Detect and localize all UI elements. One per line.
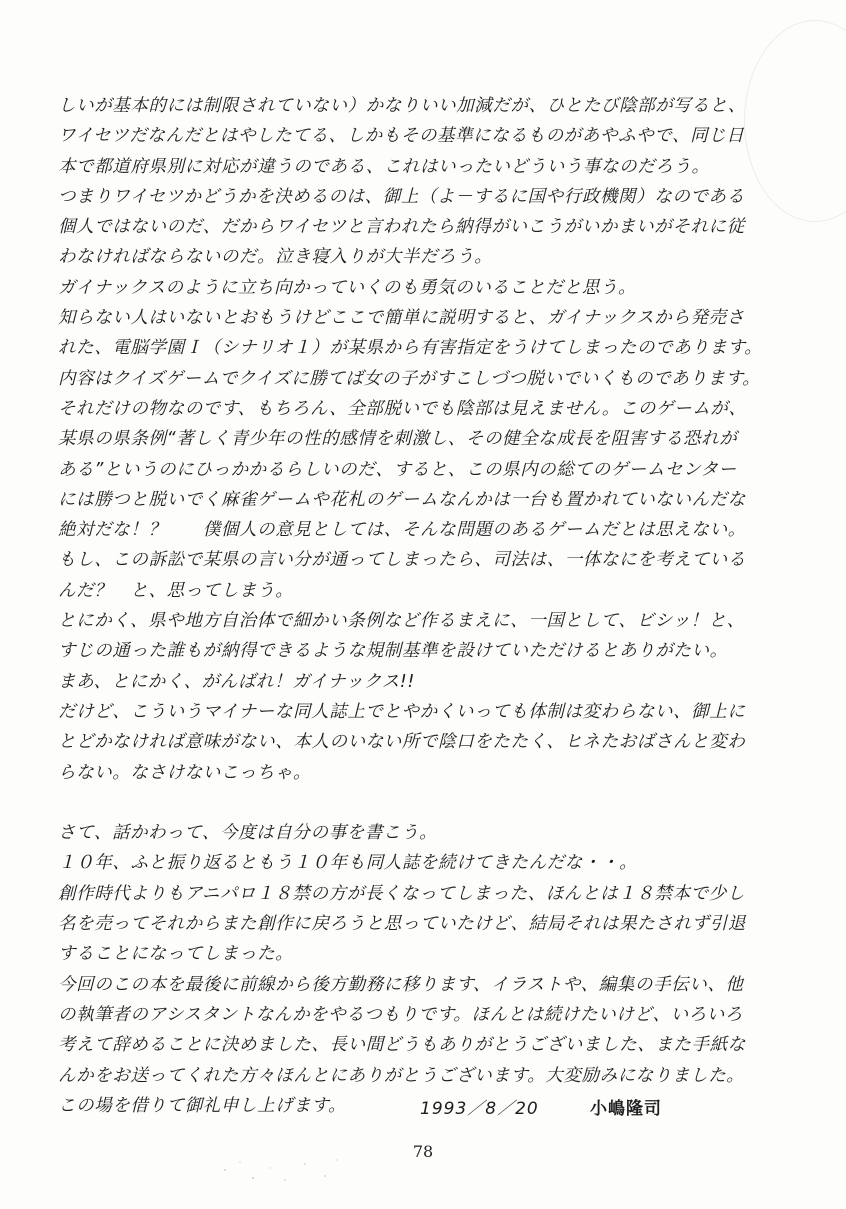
text-line: 知らない人はいないとおもうけどここで簡単に説明すると、ガイナックスから発売さ xyxy=(58,308,745,329)
text-line: つまりワイセツかどうかを決めるのは、御上（よ－するに国や行政機関）なのである xyxy=(58,186,745,207)
text-line: れた、電脳学園Ｉ（シナリオ１）が某県から有害指定をうけてしまったのであります。 xyxy=(58,338,763,359)
text-line: もし、この訴訟で某県の言い分が通ってしまったら、司法は、一体なにを考えている xyxy=(58,550,746,571)
page-number: 78 xyxy=(412,1142,434,1161)
paragraph-gap xyxy=(58,788,798,818)
text-line: 名を売ってそれからまた創作に戻ろうと思っていたけど、結局それは果たされず引退 xyxy=(58,914,746,935)
text-line: ある”というのにひっかかるらしいのだ、すると、この県内の総てのゲームセンター xyxy=(58,459,737,480)
text-line: 某県の県条例“著しく青少年の性的感情を刺激し、その健全な成長を阻害する恐れが xyxy=(58,429,738,450)
text-line: わなければならないのだ。泣き寝入りが大半だろう。 xyxy=(58,247,493,268)
body-text xyxy=(58,91,798,1121)
text-line: だけど、こういうマイナーな同人誌上でとやかくいっても体制は変わらない、御上に xyxy=(58,701,746,722)
text-line: 創作時代よりもアニパロ１８禁の方が長くなってしまった、ほんとは１８禁本で少し xyxy=(58,883,745,904)
text-line: 本で都道府県別に対応が違うのである、これはいったいどういう事なのだろう。 xyxy=(58,156,710,177)
text-line: らない。なさけないこっちゃ。 xyxy=(58,762,312,783)
signature-block xyxy=(420,1094,720,1124)
signature-date: 1993／8／20 xyxy=(420,1099,539,1119)
text-line: んだ？ と、思ってしまう。 xyxy=(58,580,294,601)
text-line: それだけの物なのです、もちろん、全部脱いでも陰部は見えません。このゲームが、 xyxy=(58,398,747,419)
text-line: １０年、ふと振り返るともう１０年も同人誌を続けてきたんだな・・。 xyxy=(58,853,638,874)
text-line: この場を借りて御礼申し上げます。 xyxy=(58,1095,347,1116)
paper-speckle-decoration xyxy=(215,1150,345,1190)
text-line: 考えて辞めることに決めました、長い間どうもありがとうございました、また手紙な xyxy=(58,1035,746,1056)
text-line: 今回のこの本を最後に前線から後方勤務に移ります、イラストや、編集の手伝い、他 xyxy=(58,974,744,995)
text-line: ワイセツだなんだとはやしたてる、しかもその基準になるものがあやふやで、同じ日 xyxy=(58,126,745,147)
text-line: 内容はクイズゲームでクイズに勝てば女の子がすこしづつ脱いでいくものであります。 xyxy=(58,368,761,389)
signature-author: 小嶋隆司 xyxy=(590,1099,662,1119)
text-line: さて、話かわって、今度は自分の事を書こう。 xyxy=(58,823,438,844)
text-line: 個人ではないのだ、だからワイセツと言われたら納得がいこうがいかまいがそれに従 xyxy=(58,217,745,238)
text-line: ガイナックスのように立ち向かっていくのも勇気のいることだと思う。 xyxy=(58,277,637,298)
text-line: の執筆者のアシスタントなんかをやるつもりです。ほんとは続けたいけど、いろいろ xyxy=(58,1004,743,1025)
text-line: することになってしまった。 xyxy=(58,944,294,965)
text-line: んかをお送ってくれた方々ほんとにありがとうございます。大変励みになりました。 xyxy=(58,1065,745,1086)
text-line: しいが基本的には制限されていない）かなりいい加減だが、ひとたび陰部が写ると、 xyxy=(58,96,746,116)
text-line: 絶対だな！？ 僕個人の意見としては、そんな問題のあるゲームだとは思えない。 xyxy=(58,520,746,541)
text-line: には勝つと脱いでく麻雀ゲームや花札のゲームなんかは一台も置かれていないんだな xyxy=(58,489,746,510)
text-line: まあ、とにかく、がんばれ！ガイナックス!! xyxy=(58,671,416,692)
text-line: とどかなければ意味がない、本人のいない所で陰口をたたく、ヒネたおばさんと変わ xyxy=(58,732,746,753)
text-line: とにかく、県や地方自治体で細かい条例など作るまえに、一国として、ビシッ！と、 xyxy=(58,611,745,632)
text-line: すじの通った誰もが納得できるような規制基準を設けていただけるとありがたい。 xyxy=(58,641,728,662)
